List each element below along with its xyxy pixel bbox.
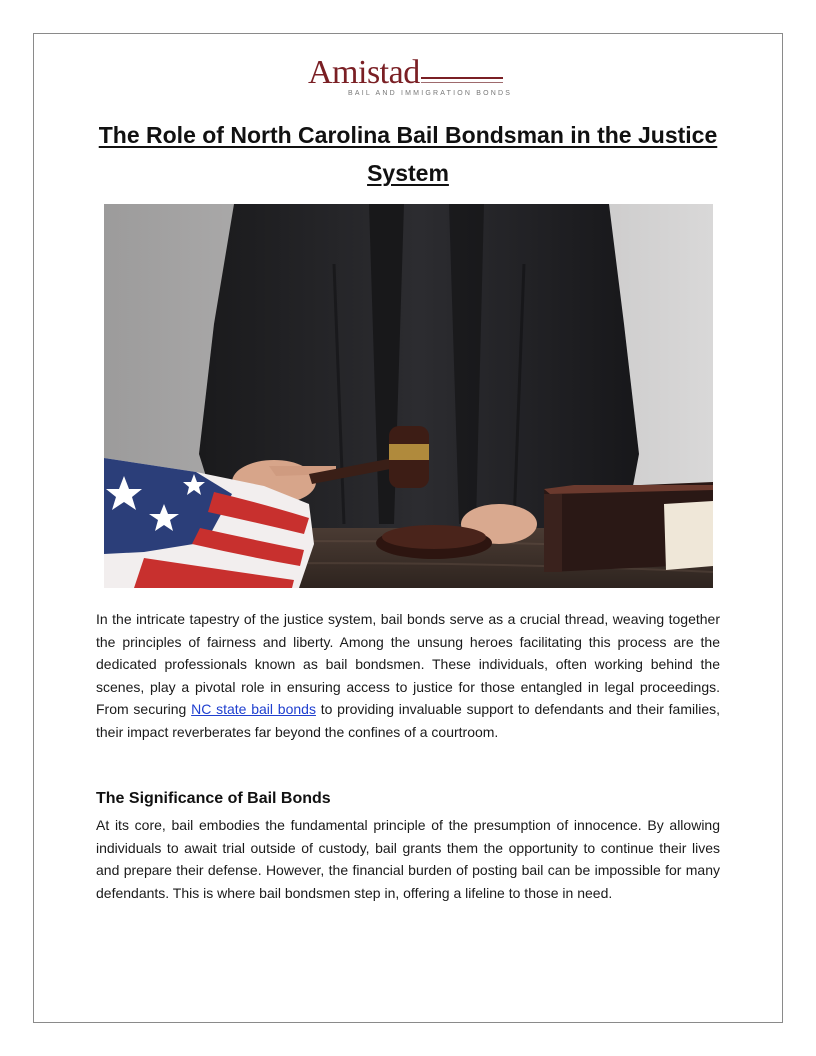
section-heading: The Significance of Bail Bonds xyxy=(96,790,331,807)
page-title: The Role of North Carolina Bail Bondsman in the Justice System xyxy=(98,122,718,186)
hero-image-judge-gavel xyxy=(104,204,713,588)
section-paragraph: At its core, bail embodies the fundamental principle of the presumption of innocence. By allowing individuals to await trial outside of custody, bail grants them the opportunity to continue their lives and prepare their defense. However, the financial burden of posting bail can be impossible for many defendants. This is where bail bondsmen step in, offering a lifeline to those in need. xyxy=(96,817,720,901)
logo-tagline: BAIL AND IMMIGRATION BONDS xyxy=(348,90,513,97)
logo-rule-bottom xyxy=(421,82,503,83)
intro-paragraph xyxy=(96,608,720,743)
brand-logo xyxy=(308,54,513,102)
intro-text-after-link: to providing invaluable support to defendants and their families, their impact reverberates far beyond the confines of a courtroom. xyxy=(96,701,721,740)
logo-wordmark: Amistad xyxy=(308,54,420,91)
nc-state-bail-bonds-link[interactable]: NC state bail bonds xyxy=(191,701,316,717)
logo-rule-top xyxy=(421,77,503,79)
intro-text-before-link: In the intricate tapestry of the justice system, bail bonds serve as a crucial thread, weaving together the principles of fairness and liberty. Among the unsung heroes facilitating this process are the dedicated professionals known as bail bondsmen. These individuals, often working behind the scenes, play a pivotal role in ensuring access to justice for those entangled in legal proceedings. From securing xyxy=(96,611,720,717)
